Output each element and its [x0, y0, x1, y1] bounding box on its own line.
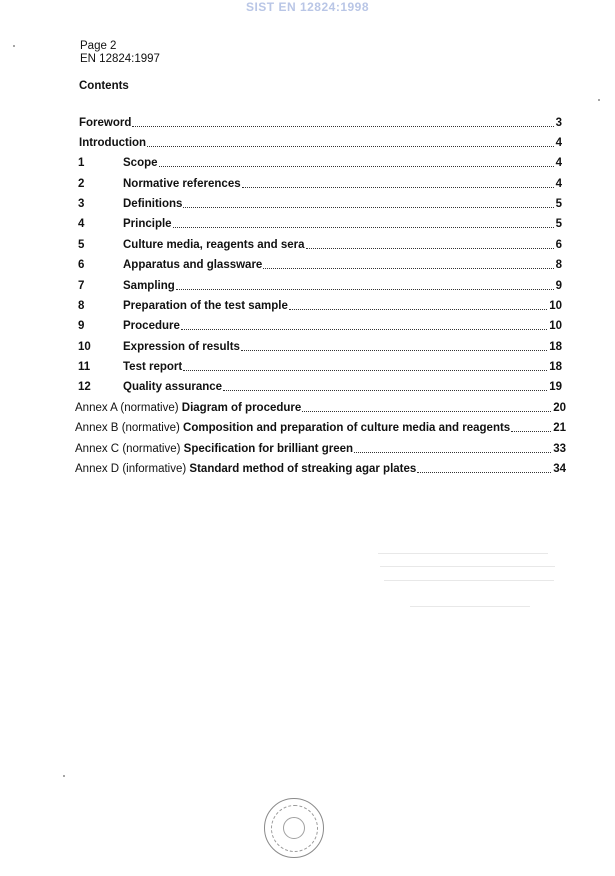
contents-heading: Contents [79, 80, 129, 92]
toc-entry-page: 8 [555, 259, 562, 271]
toc-annex-page: 33 [553, 443, 566, 455]
toc-entry-title: Expression of results [123, 341, 240, 353]
toc-annex-title [75, 421, 510, 435]
toc-entry-number: 7 [78, 280, 85, 292]
toc-entry [78, 217, 562, 231]
toc-entry-title: Apparatus and glassware [123, 259, 263, 271]
toc-entry-number: 4 [78, 218, 85, 230]
toc-entry [78, 156, 562, 170]
dot-leader [183, 206, 553, 208]
toc-entry-number: 9 [78, 320, 85, 332]
toc-entry [78, 279, 562, 293]
toc-entry [78, 197, 562, 211]
annex-kind: (informative) [122, 463, 187, 475]
annex-title: Standard method of streaking agar plates [189, 463, 417, 475]
toc-entry-title: Scope [123, 157, 158, 169]
toc-entry-page: 5 [555, 218, 562, 230]
toc-entry-page: 9 [555, 280, 562, 292]
dot-leader [176, 288, 554, 290]
dot-leader [263, 267, 553, 269]
toc-annex-page: 20 [553, 402, 566, 414]
toc-annex-page: 34 [553, 463, 566, 475]
toc-annex-title [75, 442, 353, 456]
scan-artifact [380, 566, 555, 567]
toc-entry-page: 19 [549, 381, 562, 393]
dot-leader [159, 165, 554, 167]
dot-leader [241, 349, 547, 351]
toc-entry-page: 6 [555, 239, 562, 251]
scan-speck [13, 45, 15, 47]
toc-entry-page: 5 [555, 198, 562, 210]
scan-speck [598, 99, 600, 101]
toc-annex-entry [75, 442, 566, 456]
page-number: Page 2 [80, 40, 117, 52]
toc-entry-page: 4 [555, 157, 562, 169]
scan-artifact [378, 553, 548, 554]
toc-entry [78, 177, 562, 191]
toc-entry [78, 380, 562, 394]
toc-annex-page: 21 [553, 422, 566, 434]
toc-entry-title: Test report [123, 361, 183, 373]
toc-entry [78, 299, 562, 313]
toc-entry-title: Definitions [123, 198, 183, 210]
annex-kind: (normative) [122, 443, 181, 455]
official-stamp-seal [264, 798, 324, 858]
dot-leader [132, 125, 553, 127]
watermark: SIST EN 12824:1998 [245, 0, 370, 14]
toc-entry-page: 4 [555, 137, 562, 149]
toc-entry-number: 5 [78, 239, 85, 251]
dot-leader [223, 389, 547, 391]
annex-kind: (normative) [121, 422, 180, 434]
dot-leader [183, 369, 547, 371]
toc-entry-number: 12 [78, 381, 91, 393]
toc-entry-title: Quality assurance [123, 381, 223, 393]
toc-annex-entry [75, 462, 566, 476]
toc-entry-page: 18 [549, 341, 562, 353]
dot-leader [242, 186, 554, 188]
toc-entry-title: Normative references [123, 178, 241, 190]
toc-entry [78, 258, 562, 272]
toc-entry-number: 8 [78, 300, 85, 312]
annex-label: Annex C [75, 443, 120, 455]
dot-leader [147, 145, 554, 147]
toc-annex-title [75, 462, 416, 476]
toc-entry-number: 3 [78, 198, 85, 210]
dot-leader [302, 410, 551, 412]
annex-kind: (normative) [120, 402, 179, 414]
dot-leader [306, 247, 554, 249]
annex-title: Composition and preparation of culture media and reagents [183, 422, 511, 434]
dot-leader [173, 226, 554, 228]
annex-label: Annex A [75, 402, 118, 414]
toc-entry [78, 340, 562, 354]
toc-entry-title: Preparation of the test sample [123, 300, 288, 312]
dot-leader [511, 430, 551, 432]
toc-entry-page: 10 [549, 320, 562, 332]
scan-artifact [410, 606, 530, 607]
toc-entry-number: 2 [78, 178, 85, 190]
toc-entry-title: Principle [123, 218, 172, 230]
toc-entry [78, 319, 562, 333]
toc-entry [79, 136, 562, 150]
dot-leader [289, 308, 547, 310]
toc-entry-title: Culture media, reagents and sera [123, 239, 305, 251]
toc-entry [78, 238, 562, 252]
toc-entry-number: 10 [78, 341, 91, 353]
toc-entry-title: Introduction [79, 137, 147, 149]
toc-entry [78, 360, 562, 374]
toc-annex-title [75, 401, 301, 415]
scan-artifact [384, 580, 554, 581]
toc-entry-title: Procedure [123, 320, 180, 332]
toc-entry-page: 10 [549, 300, 562, 312]
scan-speck [63, 775, 65, 777]
toc-annex-entry [75, 401, 566, 415]
toc-entry-page: 18 [549, 361, 562, 373]
toc-entry-number: 1 [78, 157, 85, 169]
toc-entry-title: Foreword [79, 117, 132, 129]
annex-label: Annex D [75, 463, 120, 475]
dot-leader [354, 451, 551, 453]
toc-entry-number: 11 [78, 361, 91, 373]
annex-title: Diagram of procedure [181, 402, 302, 414]
toc-entry-page: 4 [555, 178, 562, 190]
annex-label: Annex B [75, 422, 119, 434]
standard-number: EN 12824:1997 [80, 53, 160, 65]
toc-entry-number: 6 [78, 259, 85, 271]
toc-entry [79, 116, 562, 130]
toc-entry-title: Sampling [123, 280, 175, 292]
dot-leader [181, 328, 547, 330]
toc-annex-entry [75, 421, 566, 435]
annex-title: Specification for brilliant green [183, 443, 354, 455]
dot-leader [417, 471, 551, 473]
toc-entry-page: 3 [555, 117, 562, 129]
